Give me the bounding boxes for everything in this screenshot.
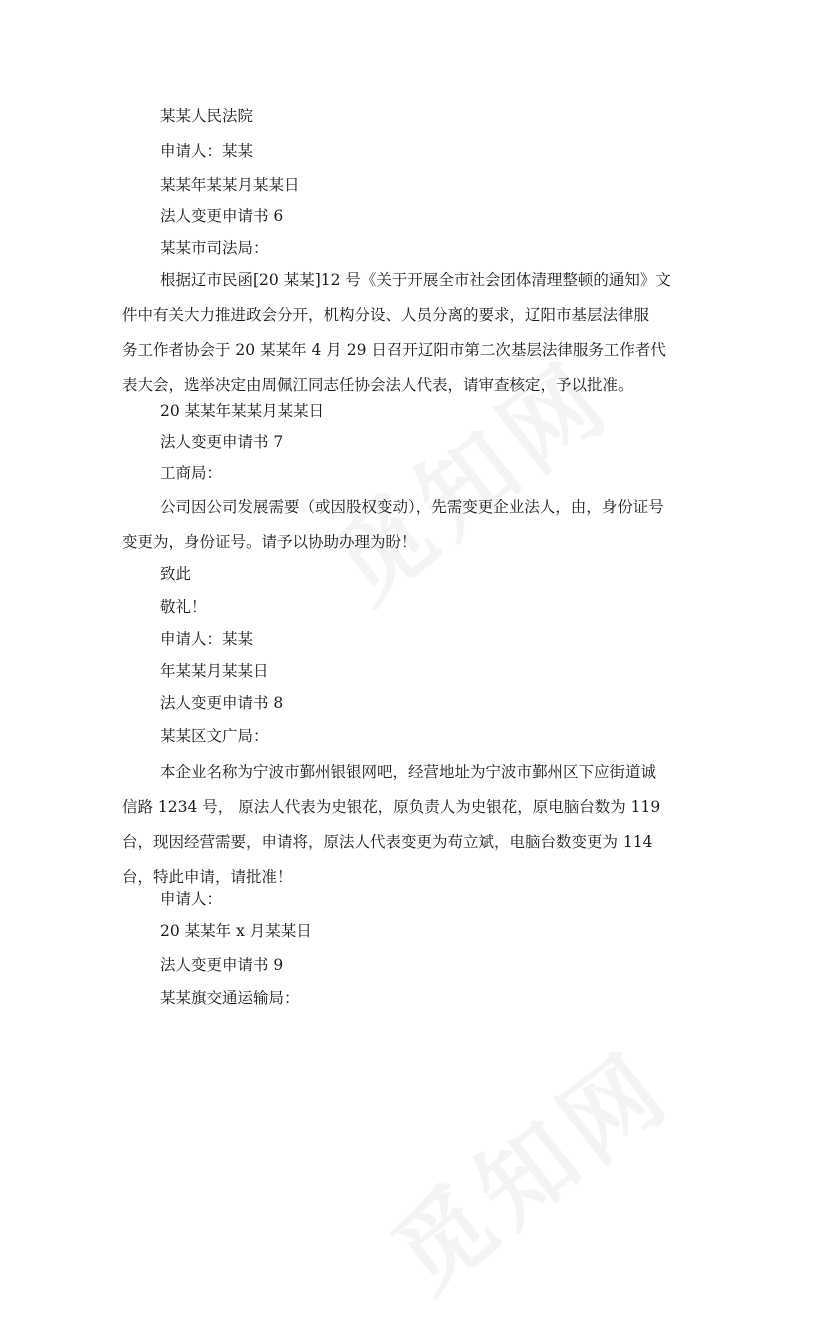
closing-line: 致此 — [160, 565, 192, 583]
date-line: 年某某月某某日 — [160, 662, 269, 680]
section-title-8: 法人变更申请书 8 — [160, 694, 284, 712]
paragraph-line: 信路 1234 号， 原法人代表为史银花，原负责人为史银花，原电脑台数为 119 — [122, 798, 661, 816]
section-title-7: 法人变更申请书 7 — [160, 433, 284, 451]
salutation-line: 敬礼！ — [160, 598, 207, 616]
paragraph-line: 公司因公司发展需要（或因股权变动），先需变更企业法人，由，身份证号 — [160, 498, 664, 516]
section-title-6: 法人变更申请书 6 — [160, 207, 284, 225]
recipient-line: 某某市司法局： — [160, 239, 269, 257]
applicant-line: 申请人：某某 — [160, 142, 254, 160]
paragraph-line: 件中有关大力推进政会分开，机构分设、人员分离的要求，辽阳市基层法律服 — [122, 306, 650, 324]
date-line: 20 某某年某某月某某日 — [160, 402, 325, 420]
recipient-line: 某某区文广局： — [160, 727, 269, 745]
body-paragraph-1 — [122, 263, 710, 403]
date-line: 20 某某年 x 月某某日 — [160, 922, 312, 940]
paragraph-line: 台，特此申请，请批准！ — [122, 868, 293, 886]
recipient-line: 工商局： — [160, 464, 223, 482]
body-paragraph-3 — [122, 755, 710, 895]
paragraph-line: 表大会，选举决定由周佩江同志任协会法人代表，请审查核定，予以批准。 — [122, 376, 634, 394]
paragraph-line: 根据辽市民函[20 某某]12 号《关于开展全市社会团体清理整顿的通知》文 — [160, 271, 671, 289]
paragraph-line: 变更为，身份证号。请予以协助办理为盼！ — [122, 533, 417, 551]
section-title-9: 法人变更申请书 9 — [160, 956, 284, 974]
paragraph-line: 本企业名称为宁波市鄞州银银网吧，经营地址为宁波市鄞州区下应街道诚 — [160, 763, 657, 781]
body-paragraph-2 — [122, 490, 710, 560]
recipient-line: 某某旗交通运输局： — [160, 989, 300, 1007]
court-heading: 某某人民法院 — [160, 107, 254, 125]
applicant-line: 申请人：某某 — [160, 630, 254, 648]
date-line: 某某年某某月某某日 — [160, 176, 300, 194]
watermark — [360, 1014, 695, 1318]
paragraph-line: 台，现因经营需要，申请将，原法人代表变更为苟立斌，电脑台数变更为 114 — [122, 833, 653, 851]
paragraph-line: 务工作者协会于 20 某某年 4 月 29 日召开辽阳市第二次基层法律服务工作者代 — [122, 341, 666, 359]
applicant-line: 申请人： — [160, 890, 223, 908]
